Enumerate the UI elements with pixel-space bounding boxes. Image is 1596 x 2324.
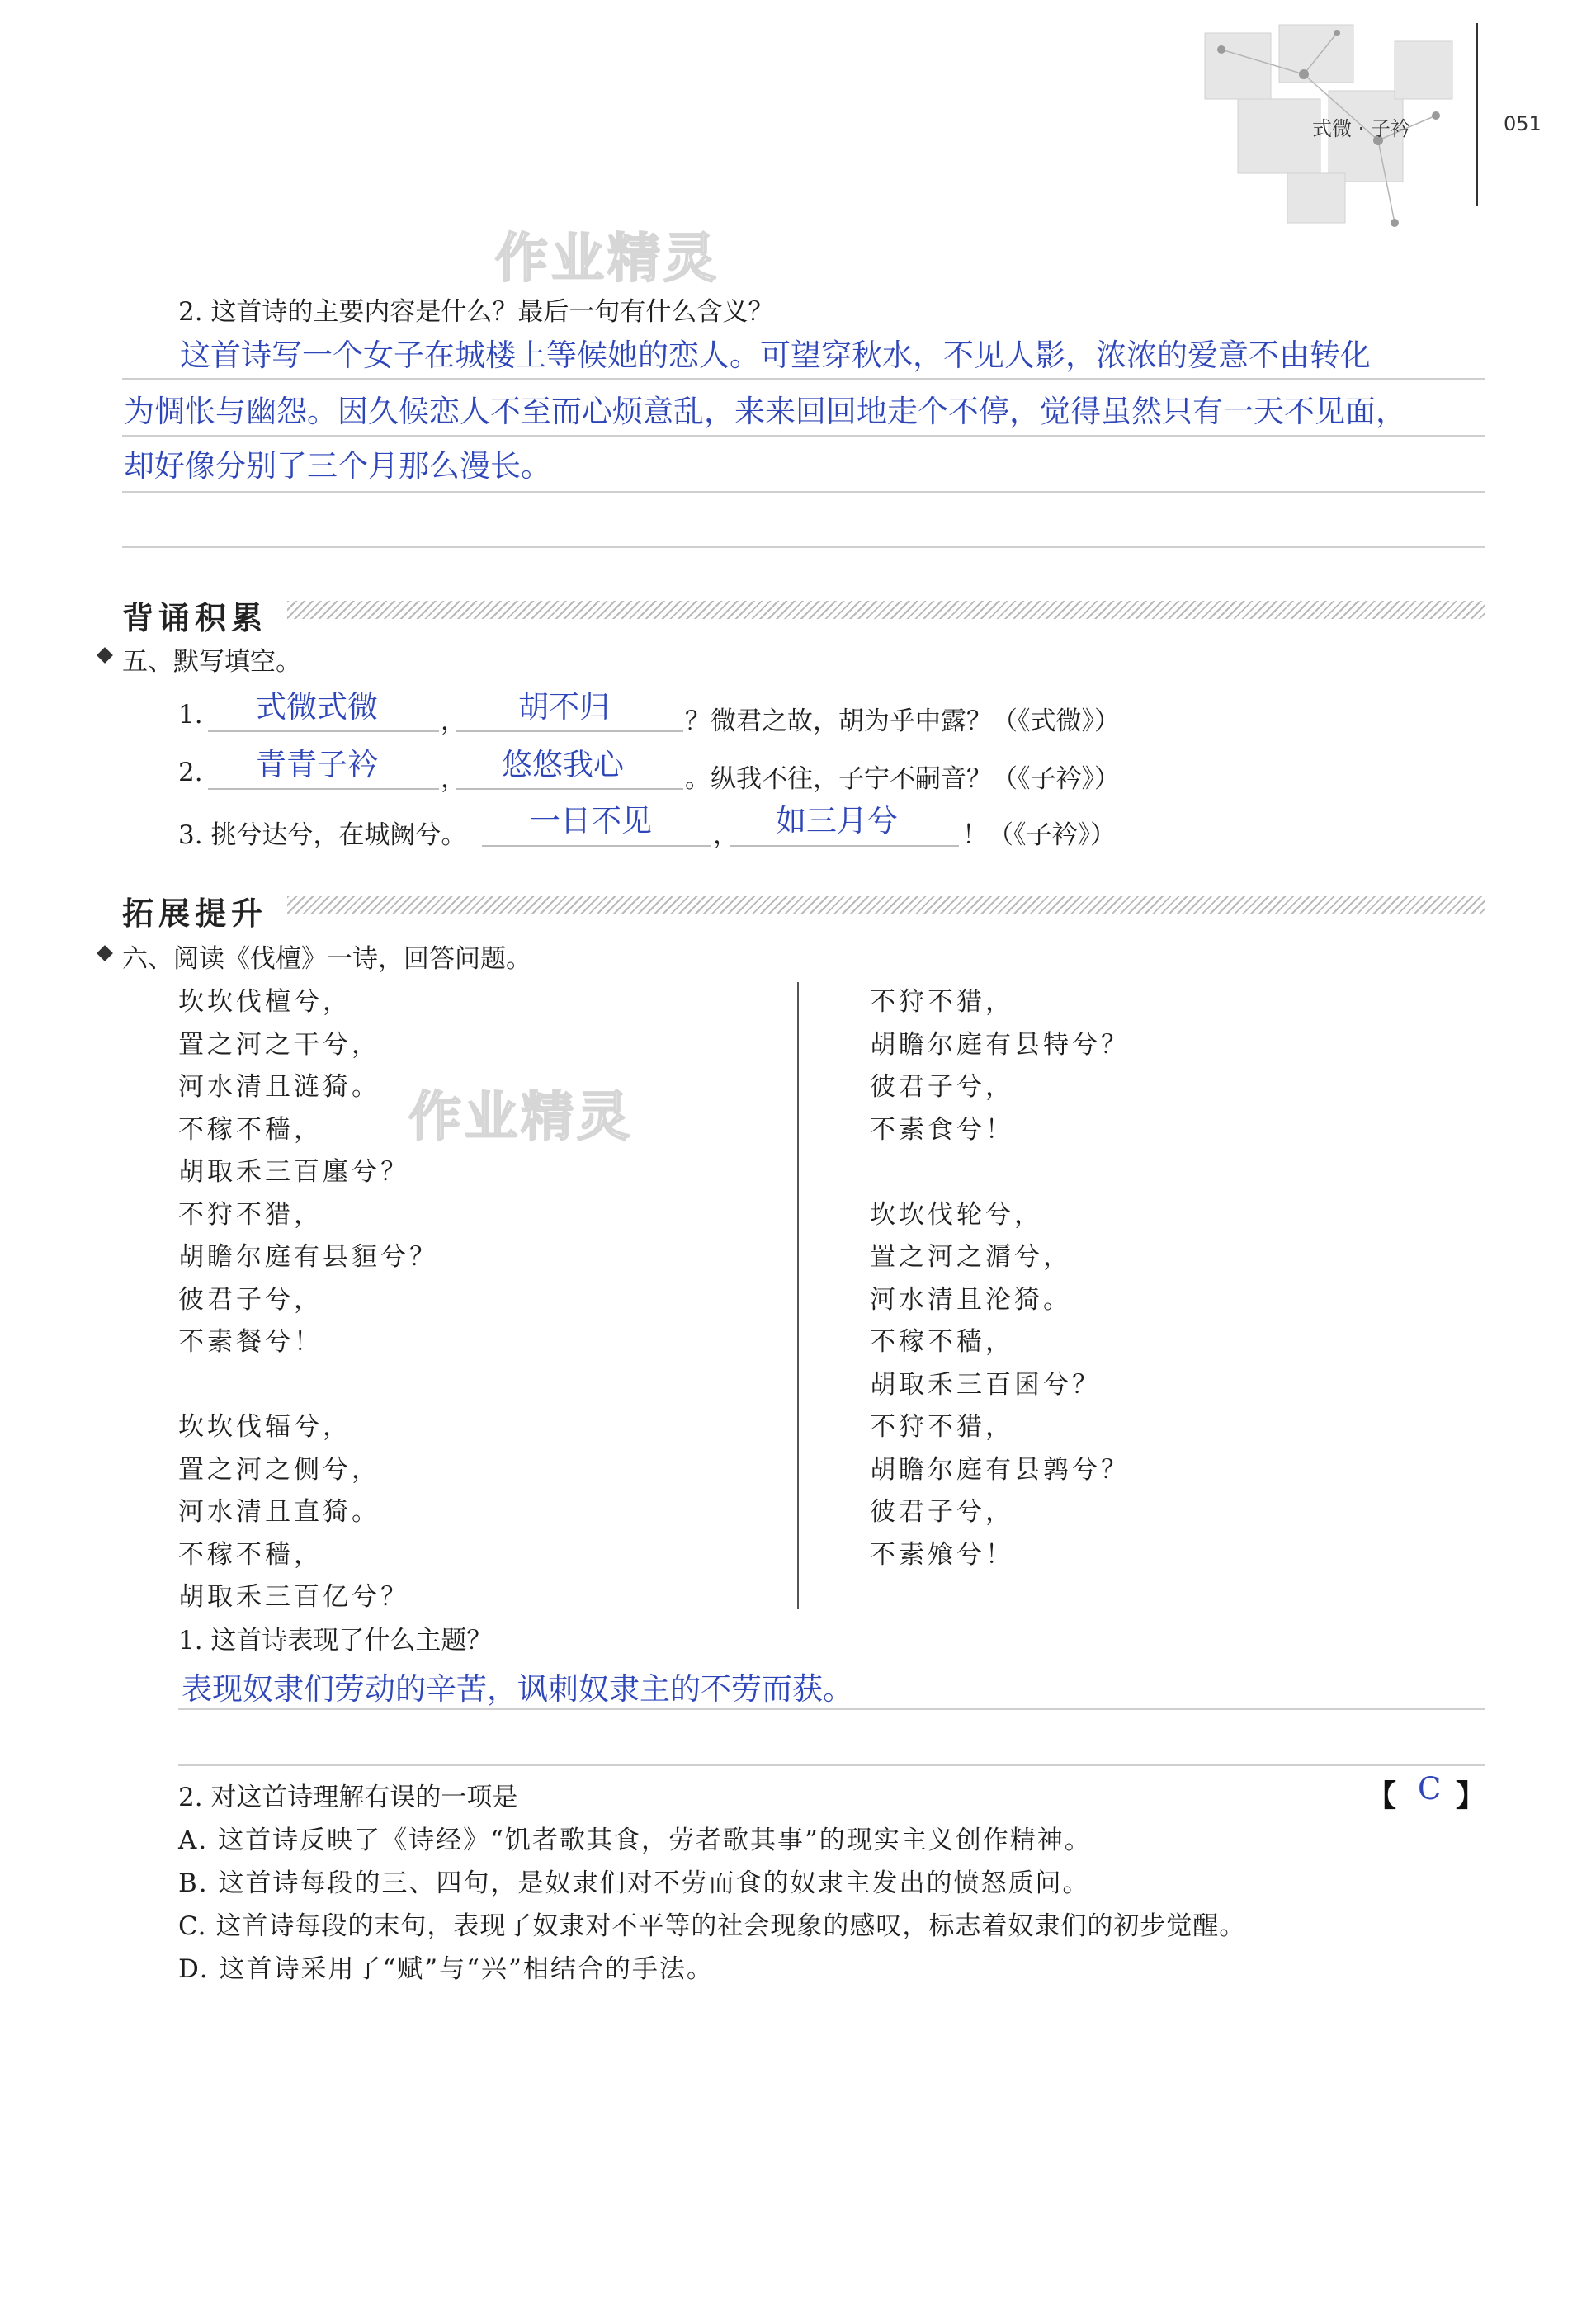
answer-line-3: 却好像分别了三个月那么漫长。 [124,448,551,484]
fill-1-blank-2 [456,730,683,732]
answer-line-1: 这首诗写一个女子在城楼上等候她的恋人。可望穿秋水，不见人影，浓浓的爱意不由转化 [180,338,1371,373]
page-number: 051 [1504,112,1542,135]
poem-line: 不稼不穑， [870,1327,1014,1357]
poem-line: 河水清且沦猗。 [870,1284,1072,1315]
fill-2-blank-2 [456,788,683,790]
poem-line: 置之河之漘兮， [870,1242,1072,1272]
option-b: B. 这首诗每段的三、四句，是奴隶们对不劳而食的奴隶主发出的愤怒质问。 [178,1868,1090,1898]
option-c: C. 这首诗每段的末句，表现了奴隶对不平等的社会现象的感叹，标志着奴隶们的初步觉醒。 [178,1911,1246,1941]
answer-rule-3 [122,491,1485,493]
answer-bracket-left: 【 [1367,1778,1397,1813]
option-a: A. 这首诗反映了《诗经》“饥者歌其食，劳者歌其事”的现实主义创作精神。 [178,1826,1092,1855]
fill-1-blank-1 [208,730,439,732]
diamond-icon [97,945,113,961]
poem-line: 不狩不猎， [178,1199,323,1230]
fill-1-answer-2: 胡不归 [518,689,610,725]
question-2-text: 2. 这首诗的主要内容是什么？最后一句有什么含义？ [178,297,774,327]
extend-q1-text: 1. 这首诗表现了什么主题？ [178,1626,493,1656]
fill-3-tail: ！（《子衿》） [962,820,1116,850]
section-1-heading: 五、默写填空。 [122,647,301,677]
watermark-top: 作业精灵 [495,229,720,290]
poem-column-divider [797,982,799,1609]
poem-line: 彼君子兮， [178,1284,323,1315]
poem-line: 不素飧兮！ [870,1539,1014,1570]
fill-2-tail: 。纵我不往，子宁不嗣音？（《子衿》） [685,764,1120,794]
watermark-middle: 作业精灵 [408,1087,633,1148]
poem-line: 不狩不猎， [870,987,1014,1017]
poem-line: 胡瞻尔庭有县貆兮？ [178,1242,438,1272]
poem-line: 彼君子兮， [870,1497,1014,1527]
answer-rule-2 [122,435,1485,437]
poem-line: 置之河之侧兮， [178,1454,380,1485]
poem-line: 坎坎伐檀兮， [178,987,352,1017]
fill-2-sep: ， [441,764,466,794]
fill-2-answer-2: 悠悠我心 [502,747,624,782]
poem-line: 不稼不穑， [178,1114,323,1145]
answer-bracket-right: 】 [1456,1778,1486,1813]
section-title-extend: 拓展提升 [122,895,268,932]
section-hatch-recite [287,601,1485,619]
poem-line: 河水清且直猗。 [178,1497,380,1527]
fill-2-blank-1 [208,788,439,790]
poem-line: 胡取禾三百亿兮？ [178,1582,409,1612]
answer-line-2: 为惆怅与幽怨。因久候恋人不至而心烦意乱，来来回回地走个不停，觉得虽然只有一天不见面， [124,394,1406,429]
fill-2-num: 2. [178,758,203,787]
section-2-heading: 六、阅读《伐檀》一诗，回答问题。 [122,944,531,974]
poem-line: 河水清且涟猗。 [178,1072,380,1102]
fill-2-answer-1: 青青子衿 [256,747,378,782]
extend-q2-answer: C [1418,1771,1442,1807]
fill-1-num: 1. [178,700,203,730]
poem-line: 不稼不穑， [178,1539,323,1570]
poem-line: 胡瞻尔庭有县特兮？ [870,1029,1130,1060]
extend-q1-rule-2 [178,1764,1485,1766]
poem-line: 坎坎伐辐兮， [178,1412,352,1442]
option-d: D. 这首诗采用了“赋”与“兴”相结合的手法。 [178,1954,714,1984]
poem-line: 胡取禾三百囷兮？ [870,1369,1101,1400]
fill-3-num: 3. 挑兮达兮，在城阙兮。 [178,820,467,850]
poem-line: 置之河之干兮， [178,1029,380,1060]
fill-1-tail: ？微君之故，胡为乎中露？（《式微》） [685,706,1120,736]
poem-line: 坎坎伐轮兮， [870,1199,1043,1230]
fill-3-answer-1: 一日不见 [530,803,652,838]
header-divider [1476,23,1478,206]
fill-3-blank-2 [730,845,959,847]
fill-3-answer-2: 如三月兮 [776,803,898,838]
section-title-recite: 背诵积累 [122,600,268,636]
poem-line: 胡取禾三百廛兮？ [178,1157,409,1187]
answer-rule-4 [122,546,1485,548]
extend-q2-text: 2. 对这首诗理解有误的一项是 [178,1783,518,1812]
answer-rule-1 [122,378,1485,380]
poem-line: 胡瞻尔庭有县鹑兮？ [870,1454,1130,1485]
fill-1-answer-1: 式微式微 [256,689,378,725]
extend-q1-rule-1 [178,1708,1485,1710]
extend-q1-answer: 表现奴隶们劳动的辛苦，讽刺奴隶主的不劳而获。 [182,1671,853,1707]
fill-3-sep: ， [713,820,739,850]
poem-line: 不素餐兮！ [178,1327,323,1357]
fill-3-blank-1 [482,845,711,847]
section-hatch-extend [287,896,1485,914]
fill-1-sep: ， [441,706,466,736]
diamond-icon [97,647,113,664]
header-title: 式微 · 子衿 [1312,117,1410,140]
poem-line: 不素食兮！ [870,1114,1014,1145]
poem-line: 彼君子兮， [870,1072,1014,1102]
poem-line: 不狩不猎， [870,1412,1014,1442]
